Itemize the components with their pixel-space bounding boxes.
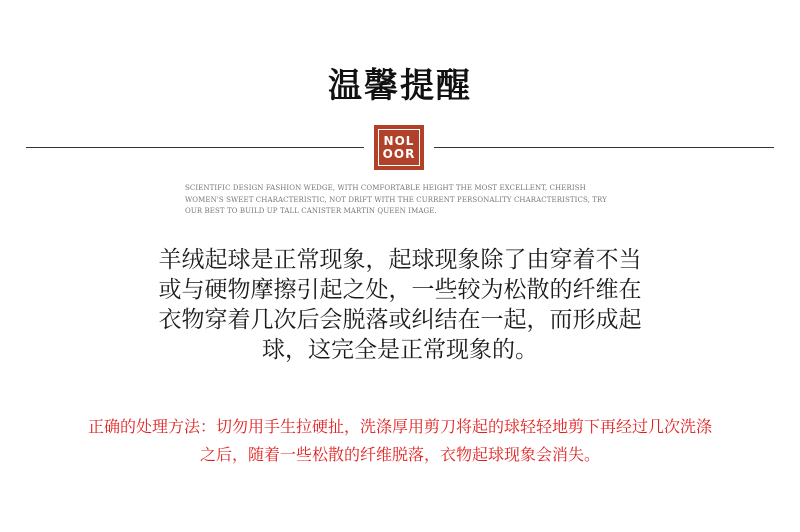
note-line: 之后，随着一些松散的纤维脱落，衣物起球现象会消失。: [199, 445, 600, 464]
divider-right: [434, 147, 774, 148]
body-line: 衣物穿着几次后会脱落或纠结在一起，而形成起: [158, 307, 642, 333]
logo-line-2: OOR: [382, 146, 416, 161]
note-line: 正确的处理方法：切勿用手生拉硬扯，洗涤厚用剪刀将起的球轻轻地剪下再经过几次洗涤: [87, 417, 712, 436]
body-line: 或与硬物摩擦引起之处，一些较为松散的纤维在: [158, 277, 642, 303]
body-line: 球，这完全是正常现象的。: [262, 337, 538, 363]
page-title: 温馨提醒: [328, 66, 472, 106]
divider-left: [26, 147, 364, 148]
body-line: 羊绒起球是正常现象，起球现象除了由穿着不当: [158, 247, 642, 273]
logo-line-1: NOL: [383, 133, 415, 148]
brand-logo: [374, 125, 424, 170]
english-description: SCIENTIFIC DESIGN FASHION WEDGE, WITH COMFORTABLE HEIGHT THE MOST EXCELLENT, CHERISH WOMEN'S SWEET CHARACTERISTIC, NOT DRIFT WITH THE CURRENT PERSONALITY CHARACTERISTICS, TRY OUR BEST TO BUILD UP TALL CANISTER MARTIN QUEEN IMAGE.: [185, 184, 607, 215]
care-instructions: [0, 413, 800, 469]
body-paragraph: [0, 245, 800, 365]
